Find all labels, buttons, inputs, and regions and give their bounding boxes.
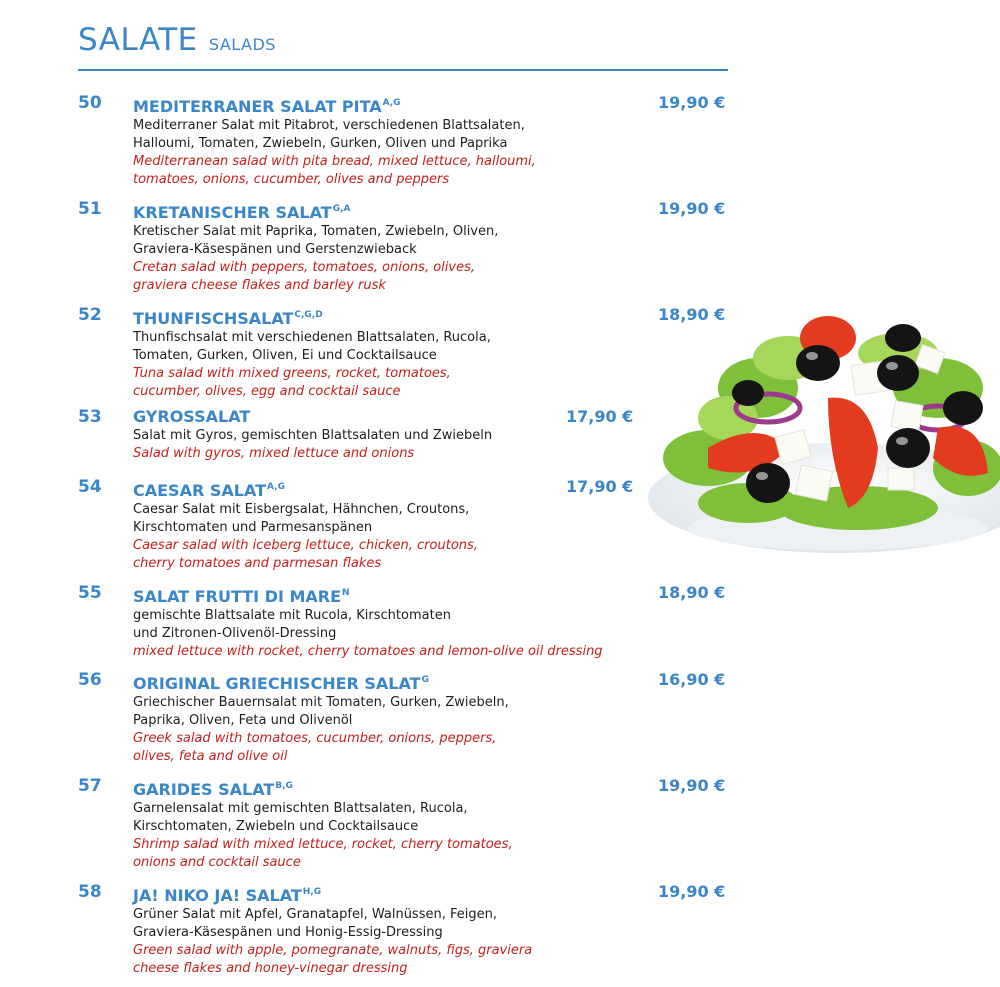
english-description-line: cucumber, olives, egg and cocktail sauce [133,384,401,399]
allergen-codes: A,G [267,482,285,492]
item-name-row [133,93,733,117]
item-price: 19,90 € [658,776,726,795]
item-price: 16,90 € [658,670,726,689]
item-price: 18,90 € [658,305,726,324]
item-number: 50 [78,93,102,113]
english-description-line: Green salad with apple, pomegranate, walnuts, figs, graviera [133,943,533,958]
item-content [133,407,733,463]
item-name: JA! NIKO JA! SALAT [133,886,302,905]
english-description-line: onions and cocktail sauce [133,855,301,870]
german-description-line: Caesar Salat mit Eisbergsalat, Hähnchen, Croutons, [133,502,470,517]
item-name: GYROSSALAT [133,407,251,426]
item-number: 55 [78,583,102,603]
header-divider [78,69,728,71]
allergen-codes: B,G [275,781,293,791]
english-description-line: Mediterranean salad with pita bread, mixed lettuce, halloumi, [133,154,536,169]
item-content [133,583,733,661]
german-description-line: Halloumi, Tomaten, Zwiebeln, Gurken, Oliven und Paprika [133,136,508,151]
item-name: CAESAR SALAT [133,481,267,500]
item-number: 51 [78,199,102,219]
english-description-line: Caesar salad with iceberg lettuce, chicken, croutons, [133,538,478,553]
item-number: 57 [78,776,102,796]
english-description-line: Salad with gyros, mixed lettuce and onions [133,446,415,461]
english-description-line: cheese flakes and honey-vinegar dressing [133,961,408,976]
german-description-line: gemischte Blattsalate mit Rucola, Kirschtomaten [133,608,451,623]
item-price: 19,90 € [658,93,726,112]
item-name-row [133,305,733,329]
english-description-line: cherry tomatoes and parmesan flakes [133,556,382,571]
english-description-line: Cretan salad with peppers, tomatoes, onions, olives, [133,260,475,275]
item-name-row [133,199,733,223]
english-description-line: mixed lettuce with rocket, cherry tomatoes and lemon-olive oil dressing [133,644,603,659]
german-description-line: Thunfischsalat mit verschiedenen Blattsalaten, Rucola, [133,330,491,345]
item-content [133,477,733,573]
allergen-codes: G,A [332,204,351,214]
german-description-line: Mediterraner Salat mit Pitabrot, verschiedenen Blattsalaten, [133,118,525,133]
german-description-line: Paprika, Oliven, Feta und Olivenöl [133,713,353,728]
english-description-line: tomatoes, onions, cucumber, olives and peppers [133,172,450,187]
english-description-line: Shrimp salad with mixed lettuce, rocket, cherry tomatoes, [133,837,513,852]
item-number: 52 [78,305,102,325]
german-description-line: Kirschtomaten, Zwiebeln und Cocktailsauce [133,819,419,834]
item-name: SALAT FRUTTI DI MARE [133,587,342,606]
german-description-line: Griechischer Bauernsalat mit Tomaten, Gurken, Zwiebeln, [133,695,509,710]
section-subtitle: SALADS [208,35,276,54]
item-name: MEDITERRANER SALAT PITA [133,97,382,116]
german-description-line: Tomaten, Gurken, Oliven, Ei und Cocktailsauce [133,348,437,363]
item-number: 53 [78,407,102,427]
item-price: 19,90 € [658,882,726,901]
item-name-row [133,407,733,427]
item-name-row [133,583,733,607]
menu-section-header [78,22,276,58]
german-description-line: Graviera-Käsespänen und Honig-Essig-Dressing [133,925,443,940]
item-content [133,776,733,872]
english-description-line: graviera cheese flakes and barley rusk [133,278,386,293]
german-description-line: Garnelensalat mit gemischten Blattsalaten, Rucola, [133,801,468,816]
item-price: 18,90 € [658,583,726,602]
german-description-line: Graviera-Käsespänen und Gerstenzwieback [133,242,417,257]
german-description-line: Kretischer Salat mit Paprika, Tomaten, Zwiebeln, Oliven, [133,224,499,239]
item-name: KRETANISCHER SALAT [133,203,332,222]
allergen-codes: A,G [382,98,401,108]
item-content [133,93,733,189]
item-price: 17,90 € [566,477,634,496]
item-name: ORIGINAL GRIECHISCHER SALAT [133,674,421,693]
german-description-line: Kirschtomaten und Parmesanspänen [133,520,373,535]
item-number: 54 [78,477,102,497]
item-price: 17,90 € [566,407,634,426]
allergen-codes: G [421,675,429,685]
item-content [133,882,733,978]
item-name-row [133,776,733,800]
item-name: THUNFISCHSALAT [133,309,294,328]
item-name: GARIDES SALAT [133,780,275,799]
english-description-line: Greek salad with tomatoes, cucumber, onions, peppers, [133,731,497,746]
german-description-line: Salat mit Gyros, gemischten Blattsalaten und Zwiebeln [133,428,493,443]
item-number: 56 [78,670,102,690]
allergen-codes: H,G [302,887,322,897]
item-name-row [133,882,733,906]
english-description-line: Tuna salad with mixed greens, rocket, tomatoes, [133,366,451,381]
allergen-codes: C,G,D [294,310,323,320]
item-content [133,199,733,295]
item-number: 58 [78,882,102,902]
item-price: 19,90 € [658,199,726,218]
german-description-line: und Zitronen-Olivenöl-Dressing [133,626,337,641]
german-description-line: Grüner Salat mit Apfel, Granatapfel, Walnüssen, Feigen, [133,907,497,922]
item-content [133,305,733,401]
item-name-row [133,477,733,501]
english-description-line: olives, feta and olive oil [133,749,288,764]
section-title: SALATE [78,22,198,58]
item-content [133,670,733,766]
allergen-codes: N [342,588,350,598]
item-name-row [133,670,733,694]
